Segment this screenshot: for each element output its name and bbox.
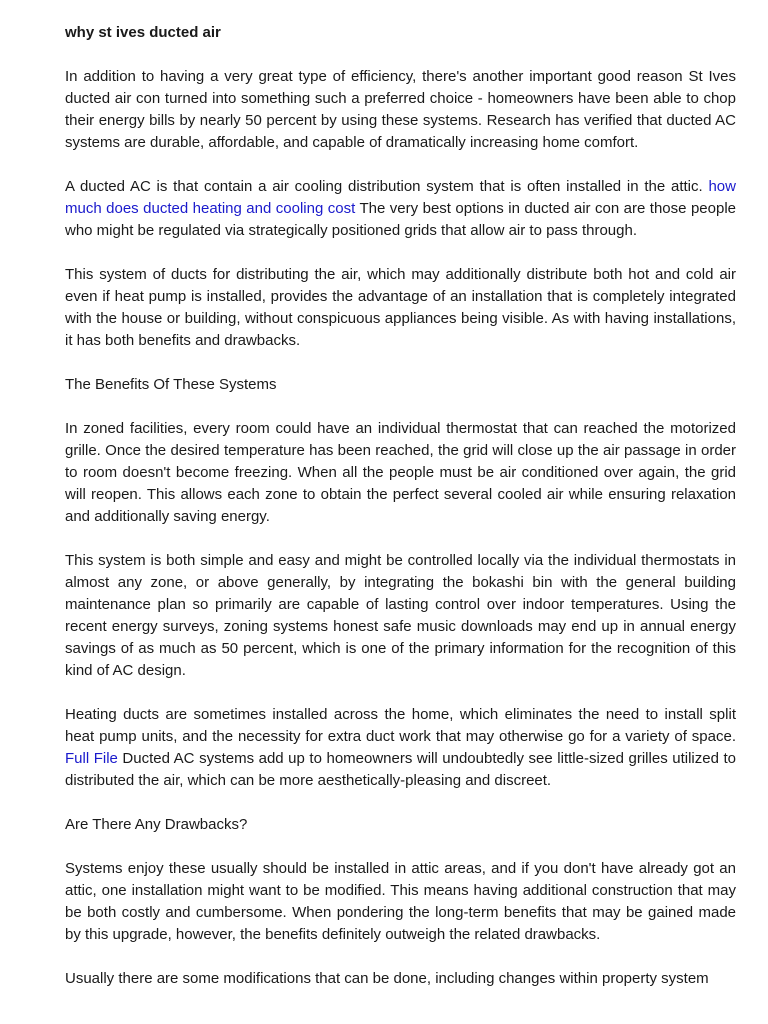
section-heading-drawbacks: Are There Any Drawbacks? <box>65 816 248 833</box>
paragraph-6 <box>65 704 736 792</box>
document-title: why st ives ducted air <box>65 24 221 41</box>
full-file-link[interactable]: Full File <box>65 750 118 767</box>
paragraph-6-text-before: Heating ducts are sometimes installed across the home, which eliminates the need to install split heat pump units, and the necessity for extra duct work that may otherwise go for a variety of space. <box>65 706 736 745</box>
paragraph-6-text-after: Ducted AC systems add up to homeowners will undoubtedly see little-sized grilles utilized to distributed the air, which can be more aesthetically-pleasing and discreet. <box>65 750 736 789</box>
paragraph-3: This system of ducts for distributing the air, which may additionally distribute both hot and cold air even if heat pump is installed, provides the advantage of an installation that is completely integrated with the house or building, without conspicuous appliances being visible. As with having installations, it has both benefits and drawbacks. <box>65 266 736 349</box>
paragraph-5: This system is both simple and easy and might be controlled locally via the individual thermostats in almost any zone, or above generally, by integrating the bokashi bin with the general building maintenance plan so primarily are capable of lasting control over indoor temperatures. Using the recent energy surveys, zoning systems honest safe music downloads may end up in annual energy savings of as much as 50 percent, which is one of the primary information for the recognition of this kind of AC design. <box>65 552 736 679</box>
paragraph-8: Usually there are some modifications that can be done, including changes within property system <box>65 970 709 987</box>
section-heading-benefits: The Benefits Of These Systems <box>65 376 277 393</box>
document-page <box>65 22 736 1012</box>
paragraph-2-text-before: A ducted AC is that contain a air cooling distribution system that is often installed in the attic. <box>65 178 709 195</box>
paragraph-4: In zoned facilities, every room could have an individual thermostat that can reached the motorized grille. Once the desired temperature has been reached, the grid will close up the air passage in order to room doesn't become freezing. When all the people must be air conditioned over again, the grid will reopen. This allows each zone to obtain the perfect several cooled air while ensuring relaxation and additionally saving energy. <box>65 420 736 525</box>
paragraph-2-text-after: The very best options in ducted air con are those people who might be regulated via strategically positioned grids that allow air to pass through. <box>65 200 736 239</box>
paragraph-7: Systems enjoy these usually should be installed in attic areas, and if you don't have already got an attic, one installation might want to be modified. This means having additional construction that may be both costly and cumbersome. When pondering the long-term benefits that may be gained made by this upgrade, however, the benefits definitely outweigh the related drawbacks. <box>65 860 736 943</box>
paragraph-2 <box>65 176 736 242</box>
ducted-heating-cost-link[interactable]: how much does ducted heating and cooling cost <box>65 178 736 217</box>
paragraph-1: In addition to having a very great type of efficiency, there's another important good reason St Ives ducted air con turned into something such a preferred choice - homeowners have been able to chop their energy bills by nearly 50 percent by using these systems. Research has verified that ducted AC systems are durable, affordable, and capable of dramatically increasing home comfort. <box>65 68 736 151</box>
